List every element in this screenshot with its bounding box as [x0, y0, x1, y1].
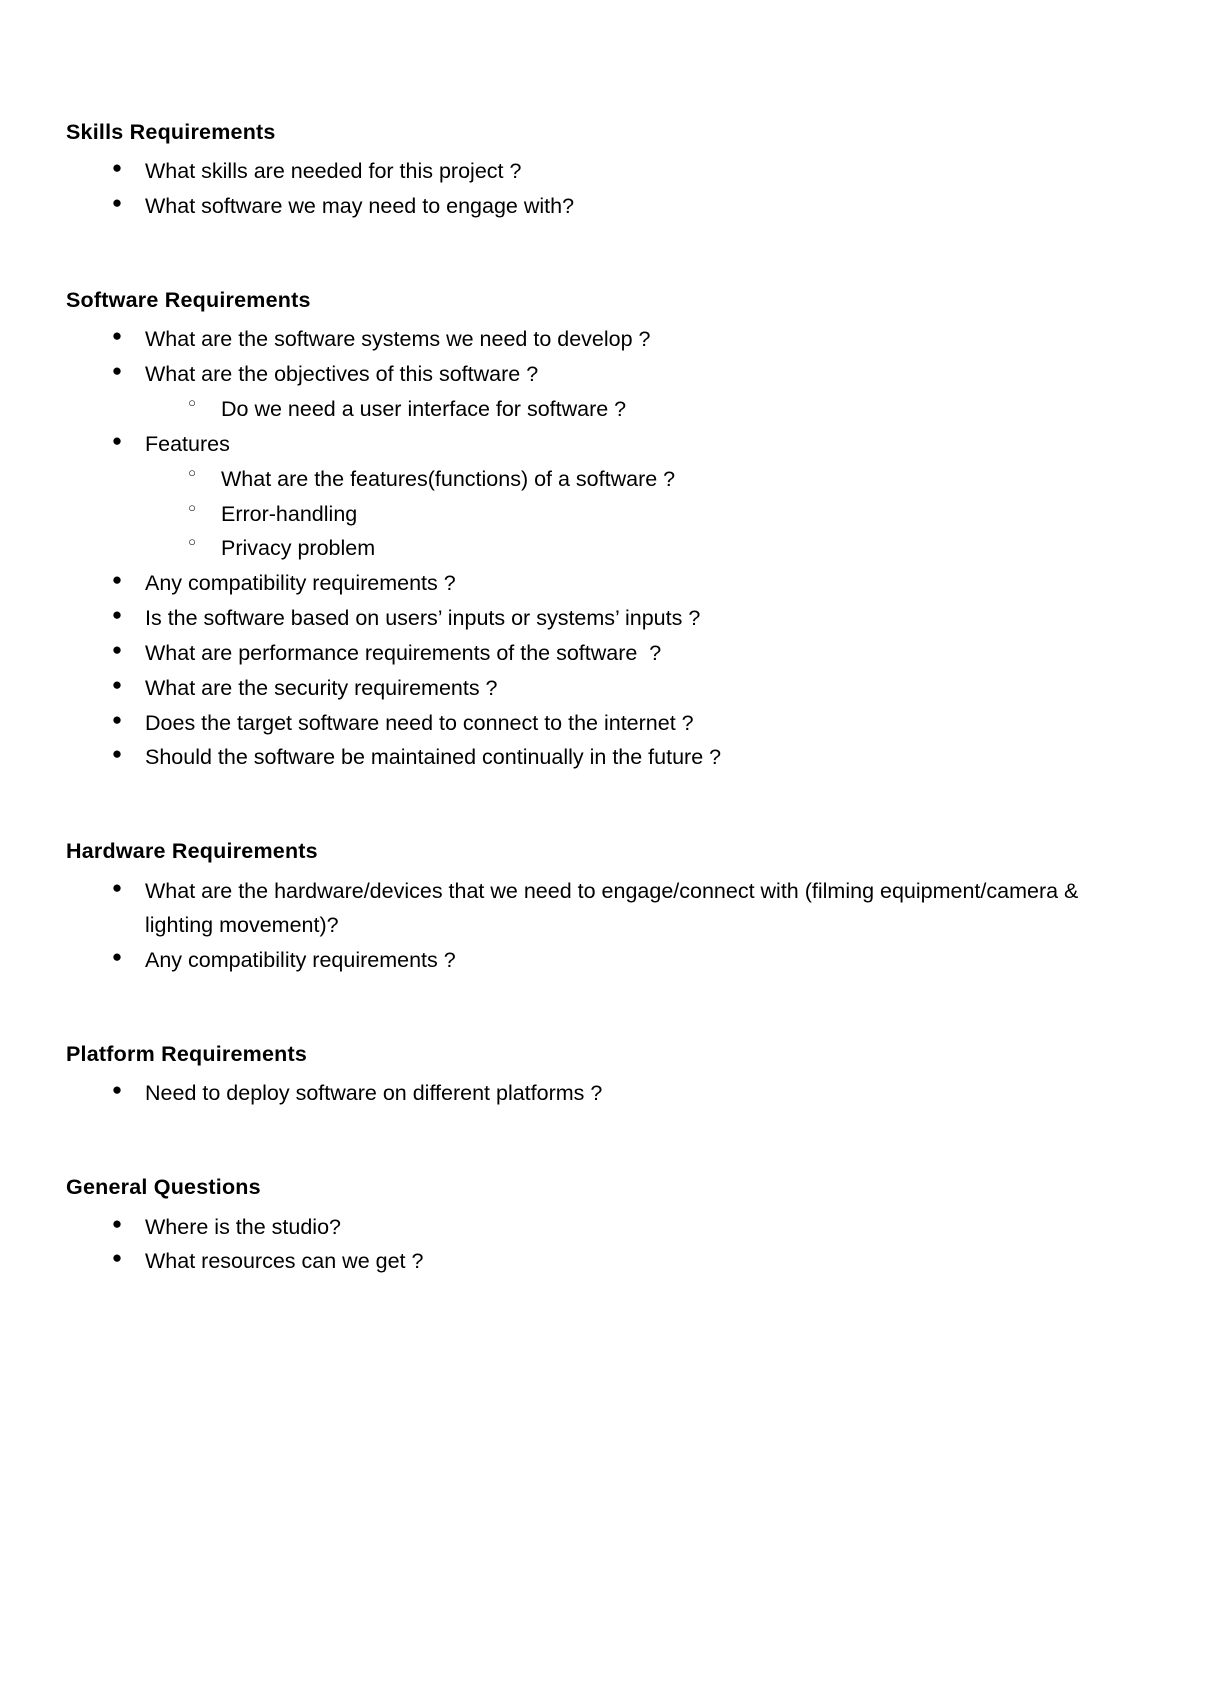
bullet-list	[66, 154, 1124, 224]
filled-bullet-icon: ●	[111, 326, 123, 346]
filled-bullet-icon: ●	[111, 709, 123, 729]
sub-list-item-text: Privacy problem	[221, 536, 376, 561]
filled-bullet-icon: ●	[111, 605, 123, 625]
bullet-list	[66, 1210, 1124, 1280]
filled-bullet-icon: ●	[111, 361, 123, 381]
list-item-text: Does the target software need to connect to the internet ?	[145, 710, 694, 735]
filled-bullet-icon: ●	[111, 1213, 123, 1233]
filled-bullet-icon: ●	[111, 158, 123, 178]
list-item	[66, 154, 1124, 189]
list-item	[66, 706, 1124, 741]
list-item	[66, 322, 1124, 357]
filled-bullet-icon: ●	[111, 674, 123, 694]
list-item	[66, 601, 1124, 636]
hollow-bullet-icon: ○	[188, 395, 196, 411]
list-item	[66, 740, 1124, 775]
list-item	[66, 427, 1124, 566]
list-item-text: Any compatibility requirements ?	[145, 571, 456, 596]
sub-list-item-text: Do we need a user interface for software ?	[221, 397, 627, 422]
section-heading: Software Requirements	[66, 288, 311, 313]
list-item	[66, 1244, 1124, 1279]
hollow-bullet-icon: ○	[188, 499, 196, 515]
list-item-text: Need to deploy software on different platforms ?	[145, 1081, 603, 1106]
list-item-text: Should the software be maintained continually in the future ?	[145, 745, 722, 770]
document-section	[66, 118, 1124, 224]
list-item-text: What software we may need to engage with?	[145, 194, 575, 219]
list-item-text: Any compatibility requirements ?	[145, 948, 456, 973]
sub-list-item	[145, 462, 1124, 497]
list-item	[66, 1076, 1124, 1111]
section-heading: General Questions	[66, 1175, 261, 1200]
list-item-text: Where is the studio?	[145, 1214, 341, 1239]
sub-bullet-list	[145, 392, 1124, 427]
filled-bullet-icon: ●	[111, 639, 123, 659]
sub-bullet-list	[145, 462, 1124, 566]
sub-list-item	[145, 392, 1124, 427]
list-item-text: What are the security requirements ?	[145, 675, 498, 700]
bullet-list	[66, 322, 1124, 775]
list-item	[66, 1210, 1124, 1245]
list-item-text: Features	[145, 431, 230, 456]
document-section	[66, 1040, 1124, 1111]
filled-bullet-icon: ●	[111, 877, 123, 897]
filled-bullet-icon: ●	[111, 1248, 123, 1268]
section-heading: Hardware Requirements	[66, 839, 318, 864]
sub-list-item	[145, 531, 1124, 566]
hollow-bullet-icon: ○	[188, 464, 196, 480]
sub-list-item-text: Error-handling	[221, 501, 358, 526]
document-section	[66, 837, 1124, 978]
bullet-list	[66, 1076, 1124, 1111]
list-item-text: What resources can we get ?	[145, 1249, 424, 1274]
list-item-text: What are the hardware/devices that we need to engage/connect with (filming equipment/camera & lighting movement)?	[145, 878, 1085, 938]
list-item-text: Is the software based on users’ inputs or systems’ inputs ?	[145, 606, 701, 631]
sub-list-item	[145, 497, 1124, 532]
list-item	[66, 357, 1124, 427]
section-heading: Skills Requirements	[66, 120, 276, 144]
list-item-text: What are the software systems we need to develop ?	[145, 327, 651, 352]
list-item-text: What are the objectives of this software ?	[145, 362, 539, 387]
list-item	[66, 566, 1124, 601]
list-item	[66, 671, 1124, 706]
list-item	[66, 874, 1124, 944]
filled-bullet-icon: ●	[111, 193, 123, 213]
list-item-text: What skills are needed for this project ?	[145, 159, 522, 184]
section-heading: Platform Requirements	[66, 1042, 308, 1067]
filled-bullet-icon: ●	[111, 947, 123, 967]
document-section	[66, 286, 1124, 775]
filled-bullet-icon: ●	[111, 744, 123, 764]
filled-bullet-icon: ●	[111, 570, 123, 590]
filled-bullet-icon: ●	[111, 1080, 123, 1100]
sub-list-item-text: What are the features(functions) of a software ?	[221, 466, 676, 491]
list-item	[66, 943, 1124, 978]
list-item	[66, 636, 1124, 671]
bullet-list	[66, 874, 1124, 978]
document-body	[66, 118, 1124, 1279]
list-item	[66, 189, 1124, 224]
hollow-bullet-icon: ○	[188, 534, 196, 550]
document-section	[66, 1173, 1124, 1279]
list-item-text: What are performance requirements of the software ?	[145, 640, 662, 665]
filled-bullet-icon: ●	[111, 430, 123, 450]
